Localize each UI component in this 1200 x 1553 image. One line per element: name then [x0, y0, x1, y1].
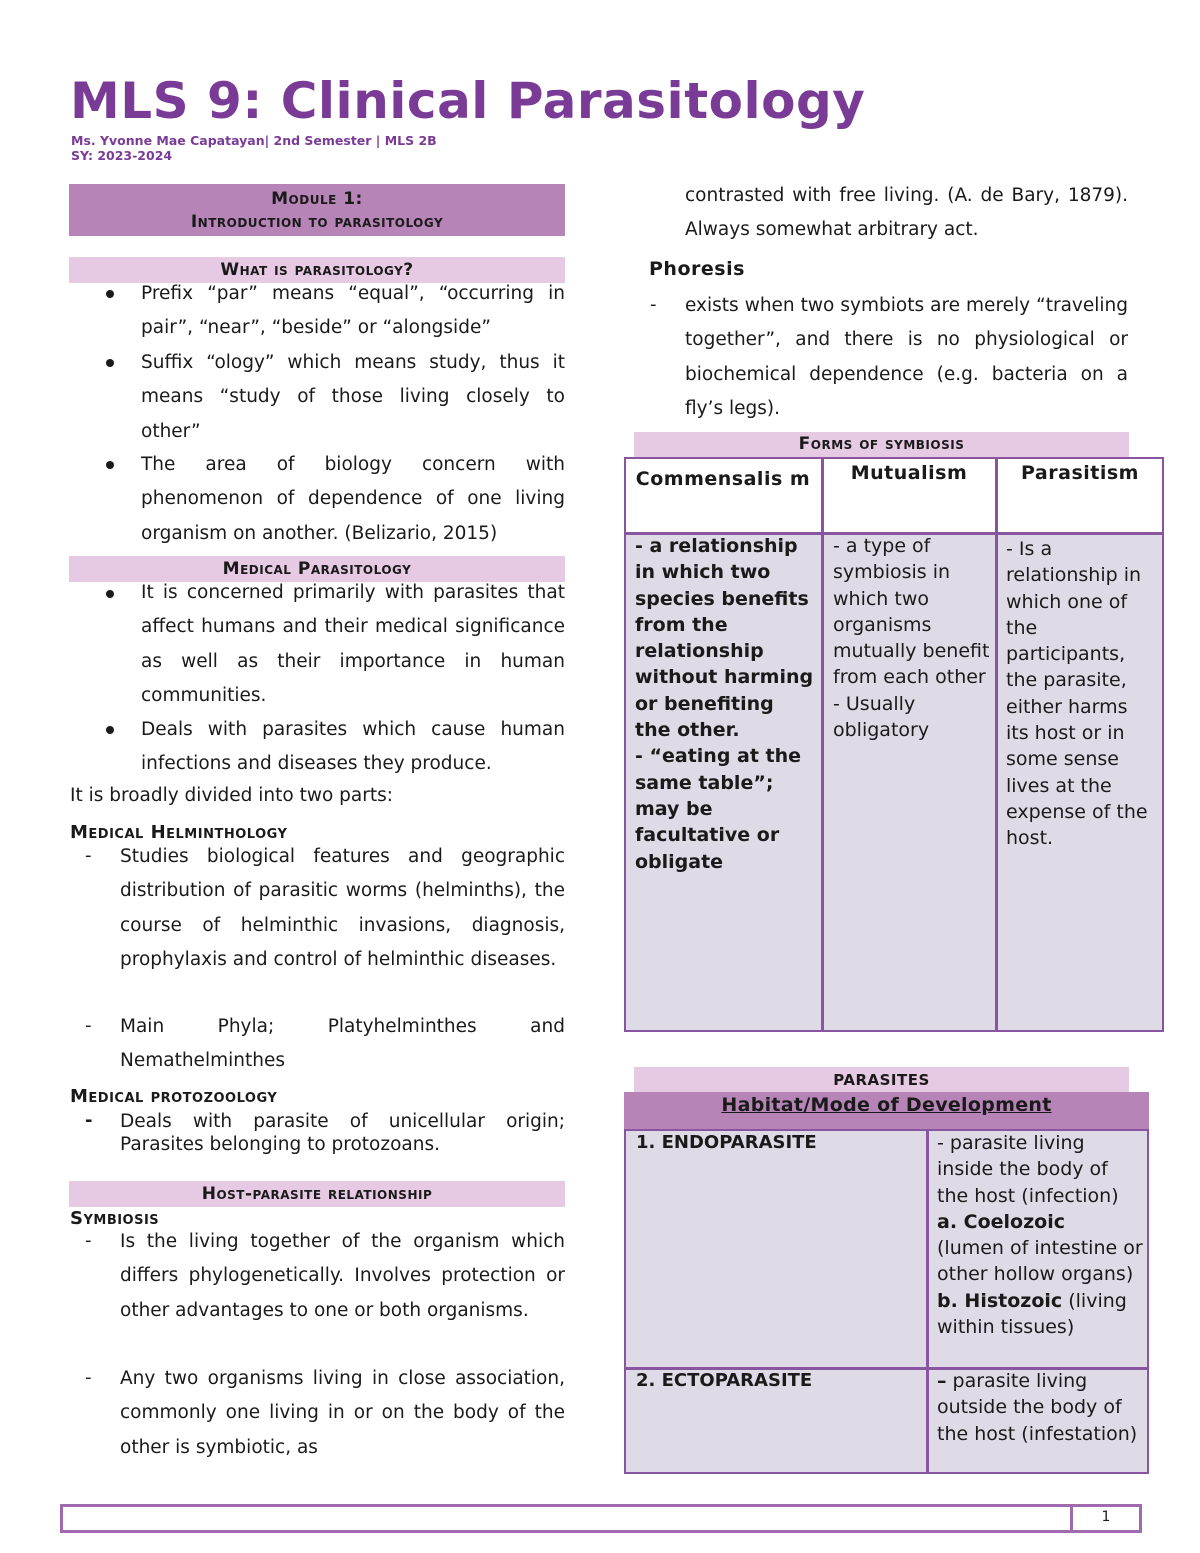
dash-marker: -	[85, 845, 92, 866]
dash-marker: -	[85, 1015, 92, 1036]
parasites-heading: PARASITES	[634, 1067, 1129, 1092]
mutualism-line: - Usually obligatory	[833, 692, 930, 742]
parasitism-desc	[1006, 536, 1156, 852]
table-divider	[995, 457, 998, 1032]
dash-marker: -	[85, 1367, 92, 1388]
mutualism-desc	[833, 533, 993, 743]
list-item: Prefix “par” means “equal”, “occurring in pair”, “near”, “beside” or “alongside”	[141, 283, 565, 339]
dash-marker: -	[85, 1230, 92, 1251]
helminthology-heading: Medical Helminthology	[70, 822, 288, 843]
section-host-parasite: Host-parasite relationship	[69, 1181, 565, 1207]
histozoic-desc: (living within tissues)	[937, 1289, 1127, 1339]
endoparasite-label: 1. ENDOPARASITE	[636, 1132, 817, 1153]
protozoology-heading: Medical protozoology	[70, 1086, 278, 1107]
mutualism-line: - a type of symbiosis in which two organisms mutually benefit from each other	[833, 535, 990, 689]
phoresis-heading: Phoresis	[649, 258, 745, 280]
list-item: Any two organisms living in close association, commonly one living in or on the body of the other is symbiotic, as	[120, 1368, 565, 1458]
col-header-mutualism: Mutualism	[850, 462, 968, 484]
ectoparasite-text: parasite living outside the body of the host (infestation)	[937, 1370, 1138, 1445]
bullet-icon	[106, 726, 114, 734]
school-year: SY: 2023-2024	[71, 148, 173, 163]
list-item: Suffix “ology” which means study, thus it means “study of those living closely to other”	[141, 352, 565, 442]
table-divider	[821, 457, 824, 1032]
section-what-is-parasitology: What is parasitology?	[69, 257, 565, 283]
document-title: MLS 9: Clinical Parasitology	[70, 72, 866, 130]
coelozoic-label: a. Coelozoic	[937, 1210, 1065, 1233]
bullet-icon	[106, 359, 114, 367]
dash-marker: -	[85, 1110, 93, 1131]
list-item: Main Phyla; Platyhelminthes and Nemathelminthes	[120, 1016, 565, 1072]
col-header-parasitism: Parasitism	[1021, 462, 1139, 484]
footer-rule	[60, 1504, 1142, 1507]
footer-rule	[1139, 1504, 1142, 1533]
histozoic-label: b. Histozoic	[937, 1289, 1063, 1312]
continued-text: contrasted with free living. (A. de Bary, 1879). Always somewhat arbitrary act.	[685, 185, 1128, 241]
commensalism-line: - a relationship in which two species benefits from the relationship without harming or benefiting the other.	[635, 535, 814, 742]
ectoparasite-desc	[937, 1368, 1143, 1447]
table-divider	[926, 1129, 929, 1474]
list-item: Studies biological features and geographic distribution of parasitic worms (helminths), the course of helminthic invasions, diagnosis, prophylaxis and control of helminthic diseases.	[120, 846, 565, 970]
divided-text: It is broadly divided into two parts:	[70, 785, 393, 806]
page-number: 1	[1101, 1509, 1111, 1525]
bullet-icon	[106, 590, 114, 598]
col-header-commensalism: Commensalis m	[635, 468, 811, 490]
module-title: Introduction to parasitology	[190, 212, 444, 232]
footer-rule	[60, 1504, 63, 1533]
list-item: Is the living together of the organism which differs phylogenetically. Involves protection or other advantages to one or both organisms.	[120, 1231, 565, 1321]
author-line: Ms. Yvonne Mae Capatayan| 2nd Semester | MLS 2B	[71, 133, 437, 148]
commensalism-line: - “eating at the same table”; may be facultative or obligate	[635, 745, 802, 873]
bullet-icon	[106, 461, 114, 469]
endoparasite-text: - parasite living inside the body of the host (infection)	[937, 1132, 1119, 1207]
parasitism-line: - Is a relationship in which one of the participants, the parasite, either harms its host or in some sense lives at the expense of the host.	[1006, 538, 1148, 850]
list-item: Deals with parasites which cause human infections and diseases they produce.	[141, 719, 565, 775]
module-banner	[69, 184, 565, 236]
endoparasite-desc	[937, 1130, 1143, 1340]
ectoparasite-label: 2. ECTOPARASITE	[636, 1370, 813, 1391]
coelozoic-desc: (lumen of intestine or other hollow organs)	[937, 1237, 1143, 1286]
ectoparasite-dash: –	[937, 1370, 947, 1392]
footer-rule	[60, 1530, 1142, 1533]
phoresis-text: exists when two symbiots are merely “traveling together”, and there is no physiological or biochemical dependence (e.g. bacteria on a fly’s legs).	[685, 295, 1128, 419]
list-item: The area of biology concern with phenomenon of dependence of one living organism on another. (Belizario, 2015)	[141, 454, 565, 544]
commensalism-desc	[635, 533, 815, 875]
symbiosis-heading: Symbiosis	[70, 1208, 160, 1229]
section-medical-parasitology: Medical Parasitology	[69, 556, 565, 582]
list-item: It is concerned primarily with parasites that affect humans and their medical significance as well as their importance in human communities.	[141, 582, 565, 706]
forms-of-symbiosis-heading: Forms of symbiosis	[634, 432, 1129, 457]
bullet-icon	[106, 290, 114, 298]
list-item: Deals with parasite of unicellular origin; Parasites belonging to protozoans.	[120, 1111, 565, 1155]
dash-marker: -	[650, 294, 657, 315]
module-number: Module 1:	[271, 189, 363, 209]
habitat-subheading: Habitat/Mode of Development	[624, 1092, 1149, 1129]
